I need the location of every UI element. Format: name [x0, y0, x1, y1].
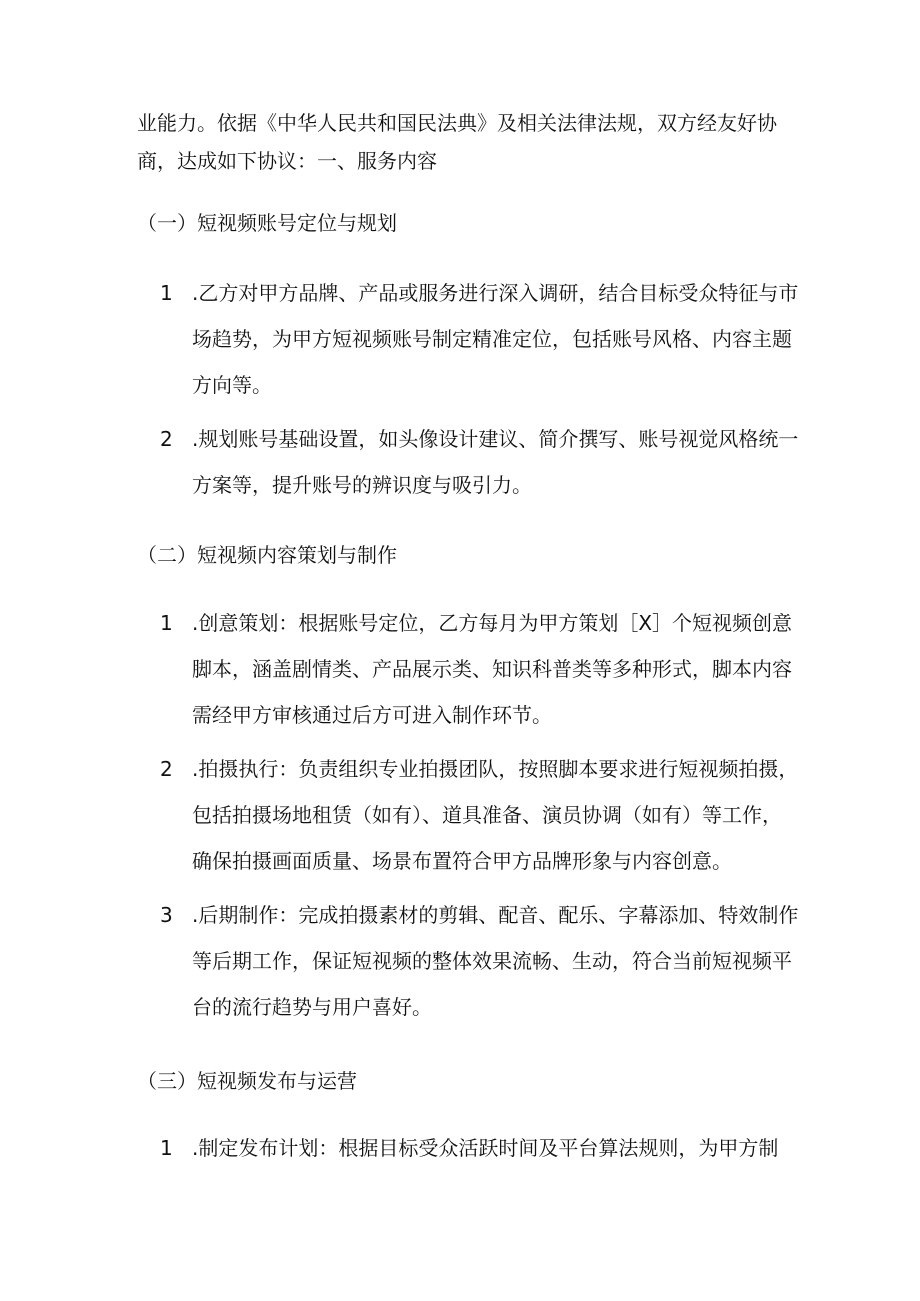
- item-number: 3: [160, 903, 173, 927]
- intro-paragraph: 业能力。依据《中华人民共和国民法典》及相关法律法规，双方经友好协商，达成如下协议：一、服务内容: [137, 111, 777, 173]
- item-text: .后期制作：完成拍摄素材的剪辑、配音、配乐、字幕添加、特效制作等后期工作，保证短视频的整体效果流畅、生动，符合当前短视频平台的流行趋势与用户喜好。: [192, 903, 799, 1019]
- item-text: .规划账号基础设置，如头像设计建议、简介撰写、账号视觉风格统一方案等，提升账号的辨识度与吸引力。: [192, 427, 799, 497]
- item-text: .创意策划：根据账号定位，乙方每月为甲方策划［X］个短视频创意脚本，涵盖剧情类、产品展示类、知识科普类等多种形式，脚本内容需经甲方审核通过后方可进入制作环节。: [192, 611, 793, 727]
- item-text: .拍摄执行：负责组织专业拍摄团队，按照脚本要求进行短视频拍摄，包括拍摄场地租赁（如有）、道具准备、演员协调（如有）等工作，确保拍摄画面质量、场景布置符合甲方品牌形象与内容创意。: [192, 757, 799, 873]
- item-text: .制定发布计划：根据目标受众活跃时间及平台算法规则，为甲方制: [192, 1136, 779, 1160]
- item-number: 1: [160, 611, 173, 635]
- list-item-1-1: [160, 270, 800, 408]
- item-number: 1: [160, 1136, 173, 1160]
- list-item-2-3: [160, 892, 800, 1030]
- list-item-1-2: [160, 416, 800, 508]
- item-number: 2: [160, 757, 173, 781]
- item-text: .乙方对甲方品牌、产品或服务进行深入调研，结合目标受众特征与市场趋势，为甲方短视频账号制定精准定位，包括账号风格、内容主题方向等。: [192, 281, 799, 397]
- section-heading-1: （一）短视频账号定位与规划: [137, 211, 397, 235]
- section-heading-2: （二）短视频内容策划与制作: [137, 543, 397, 567]
- list-item-2-2: [160, 746, 800, 884]
- item-number: 1: [160, 281, 173, 305]
- section-heading-3: （三）短视频发布与运营: [137, 1069, 357, 1093]
- list-item-2-1: [160, 600, 800, 738]
- list-item-3-1: [160, 1125, 800, 1171]
- item-number: 2: [160, 427, 173, 451]
